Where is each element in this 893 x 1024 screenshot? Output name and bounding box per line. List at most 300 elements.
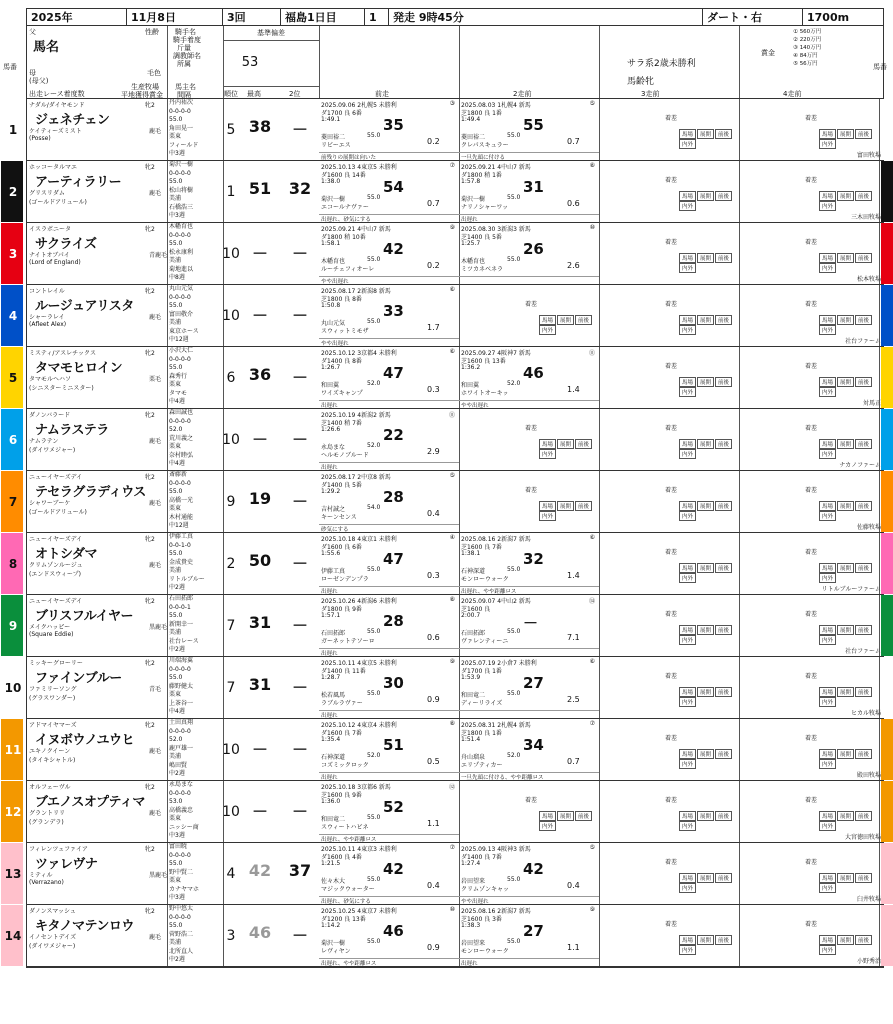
legend-item: 前後 bbox=[715, 749, 732, 759]
post-stripe-right bbox=[881, 471, 893, 532]
prev-dist: ダ1400 良 7番 bbox=[461, 854, 502, 861]
prev-rival: マジックウォーター bbox=[321, 886, 375, 893]
legend-item: 展開 bbox=[697, 253, 714, 263]
gyaku-label: 着差 bbox=[805, 735, 818, 742]
legend-item: 前後 bbox=[855, 439, 872, 449]
breeder: リトルブルーファーム bbox=[821, 586, 881, 593]
prev-finish: ⑥ bbox=[589, 534, 595, 541]
prev-date: 2025.08.03 1札幌4 新馬 bbox=[461, 102, 531, 109]
horse-number: 11 bbox=[4, 742, 22, 757]
second-score-cell bbox=[281, 781, 319, 842]
legend-item: 馬場 bbox=[679, 315, 696, 325]
sire: オルフェーヴル bbox=[29, 784, 71, 791]
prev-diff: 0.2 bbox=[427, 261, 440, 270]
prev-race-1 bbox=[319, 409, 459, 470]
table-row bbox=[8, 595, 883, 657]
prev-date: 2025.10.19 4新潟2 新馬 bbox=[321, 412, 391, 419]
sex-age: 牝2 bbox=[145, 226, 155, 233]
prev-divider bbox=[879, 223, 880, 284]
prev-finish: ⑦ bbox=[449, 162, 455, 169]
best-score-cell bbox=[239, 905, 281, 966]
prev-score: 47 bbox=[383, 364, 404, 382]
gyaku-label: 着差 bbox=[805, 673, 818, 680]
owner: ニッシー商 bbox=[169, 823, 199, 831]
track-legend bbox=[679, 501, 739, 520]
prev-time: 1:49.1 bbox=[321, 116, 341, 123]
weight: 55.0 bbox=[169, 674, 183, 681]
prev-race-1 bbox=[319, 285, 459, 346]
prev-divider bbox=[879, 905, 880, 966]
prev-rival: モンローウォーク bbox=[461, 948, 509, 955]
weight: 53.0 bbox=[169, 798, 183, 805]
prev-race-1 bbox=[319, 533, 459, 594]
prev-score: 27 bbox=[523, 922, 544, 940]
prev-time: 1:28.7 bbox=[321, 674, 341, 681]
owner: 木村通能 bbox=[169, 513, 194, 521]
prev-time: 1:55.6 bbox=[321, 550, 341, 557]
prev-time: 1:35.4 bbox=[321, 736, 341, 743]
legend-item: 内外 bbox=[819, 387, 836, 397]
breeder: 大宮徳田牧場 bbox=[844, 834, 881, 841]
sex-age: 牝2 bbox=[145, 660, 155, 667]
jockey: 丸山元気 bbox=[169, 285, 194, 292]
prev-race-3 bbox=[599, 285, 739, 346]
best-score: 31 bbox=[248, 675, 272, 694]
stable: 栗東 bbox=[169, 505, 182, 512]
gyaku-label: 着差 bbox=[665, 859, 678, 866]
prev-jockey: 菊沢一樹 bbox=[321, 940, 346, 947]
prev-finish: ⑥ bbox=[589, 658, 595, 665]
sex-age: 牝2 bbox=[145, 164, 155, 171]
legend-item: 内外 bbox=[679, 697, 696, 707]
prev-date: 2025.09.06 2札幌5 未勝利 bbox=[321, 102, 397, 109]
coat: 鹿毛 bbox=[149, 128, 162, 135]
gyaku-label: 着差 bbox=[665, 611, 678, 618]
prev-finish: ⑧ bbox=[449, 596, 455, 603]
prev-note: 出遅れ、砂気にする bbox=[319, 896, 459, 904]
weight-label: 斤量 bbox=[177, 44, 191, 52]
damsire: (ダイワメジャー) bbox=[29, 943, 76, 950]
prev-rival: クリムゾンキャッ bbox=[461, 886, 510, 893]
best-score-cell bbox=[239, 161, 281, 222]
jockey-record: 0-0-0-0 bbox=[169, 727, 191, 735]
prev-time: 1:38.1 bbox=[461, 550, 481, 557]
dam: ミティル bbox=[29, 872, 53, 879]
prev-diff: 0.3 bbox=[427, 385, 440, 394]
breeder: 対馬正 bbox=[862, 400, 881, 407]
legend-item: 展開 bbox=[697, 439, 714, 449]
damsire: (エンドスウィープ) bbox=[29, 571, 81, 578]
legend-item: 馬場 bbox=[679, 501, 696, 511]
legend-item: 馬場 bbox=[679, 377, 696, 387]
prev-rival: レヴィヤン bbox=[321, 948, 351, 955]
prev-rival: ナリノシャーワッ bbox=[461, 204, 509, 211]
damsire: (タイキシャトル) bbox=[29, 757, 76, 764]
prev-finish: ⑥ bbox=[449, 286, 455, 293]
gyaku-label: 着差 bbox=[665, 487, 678, 494]
horse-number: 12 bbox=[4, 804, 22, 819]
legend-item: 馬場 bbox=[679, 129, 696, 139]
legend-item: 馬場 bbox=[819, 501, 836, 511]
table-row bbox=[8, 409, 883, 471]
prev-time: 1:29.2 bbox=[321, 488, 341, 495]
coat: 青鹿毛 bbox=[149, 252, 168, 259]
damsire: (シニスターミニスター) bbox=[29, 385, 94, 392]
prev-race-1 bbox=[319, 843, 459, 904]
rank: 7 bbox=[226, 617, 236, 634]
prev-score: 46 bbox=[523, 364, 544, 382]
sex-age: 牝2 bbox=[145, 412, 155, 419]
prev-time: 1:57.1 bbox=[321, 612, 341, 619]
horse-number: 10 bbox=[4, 680, 22, 695]
dam: シャーラレイ bbox=[29, 314, 65, 321]
best-score: 36 bbox=[248, 365, 272, 384]
dam: シャワーブーケ bbox=[29, 500, 71, 507]
legend-item: 前後 bbox=[855, 253, 872, 263]
best-score: － bbox=[251, 306, 268, 325]
stable: 栗東 bbox=[169, 443, 182, 450]
prev-time: 1:36.2 bbox=[461, 364, 481, 371]
prev-date: 2025.09.21 4中山7 新馬 bbox=[461, 164, 531, 171]
damsire: (ゴールドアリュール) bbox=[29, 509, 87, 516]
legend-item: 馬場 bbox=[679, 563, 696, 573]
prev-finish: ④ bbox=[449, 534, 455, 541]
stable: 栗東 bbox=[169, 815, 182, 822]
prev-time: 1:38.3 bbox=[461, 922, 481, 929]
legend-item: 馬場 bbox=[819, 439, 836, 449]
legend-item: 展開 bbox=[697, 811, 714, 821]
track-legend bbox=[539, 811, 599, 830]
sire: ニューイヤーズデイ bbox=[29, 536, 83, 543]
second-score: － bbox=[291, 244, 308, 263]
legend-item: 前後 bbox=[855, 625, 872, 635]
prev-score: 28 bbox=[383, 488, 404, 506]
prev-race-1 bbox=[319, 595, 459, 656]
prev-race-3 bbox=[599, 657, 739, 718]
interval: 中12週 bbox=[169, 522, 189, 529]
prev-finish: ⑦ bbox=[449, 844, 455, 851]
second-score: － bbox=[291, 554, 308, 573]
prev-score: 32 bbox=[523, 550, 544, 568]
owner: 上茶谷一 bbox=[169, 699, 194, 707]
prev-dist: ダ1700 良 6番 bbox=[321, 110, 362, 117]
coat: 黒鹿毛 bbox=[149, 872, 168, 879]
prev-race-3 bbox=[599, 533, 739, 594]
gyaku-label: 着差 bbox=[525, 301, 538, 308]
prev-note: やや出遅れ bbox=[459, 400, 599, 408]
second-score-cell bbox=[281, 719, 319, 780]
jockey-record: 0-0-0-0 bbox=[169, 231, 191, 239]
horse-name: ファインブルー bbox=[35, 671, 122, 686]
prev-race-3 bbox=[599, 781, 739, 842]
prev-race-4 bbox=[739, 595, 879, 656]
jockey-record: 0-0-0-0 bbox=[169, 479, 191, 487]
prev-finish: ⑧ bbox=[449, 720, 455, 727]
prev-time: 1:26.7 bbox=[321, 364, 341, 371]
gyaku-label: 着差 bbox=[665, 177, 678, 184]
legend-item: 内外 bbox=[819, 201, 836, 211]
legend-item: 馬場 bbox=[819, 935, 836, 945]
second-score-cell bbox=[281, 99, 319, 160]
race-condition: 馬齢牝 bbox=[627, 77, 655, 87]
gyaku-label: 着差 bbox=[665, 115, 678, 122]
prev-jockey: 伊藤工真 bbox=[321, 568, 346, 575]
gyaku-label: 着差 bbox=[665, 735, 678, 742]
sire: ニューイヤーズデイ bbox=[29, 598, 83, 605]
track-legend bbox=[819, 687, 879, 706]
horse-name: キタノマテンロウ bbox=[35, 919, 134, 934]
jockey-label: 騎手名 bbox=[175, 28, 196, 36]
prev-race-4 bbox=[739, 657, 879, 718]
prev-diff: 0.2 bbox=[427, 137, 440, 146]
prev-race-1 bbox=[319, 719, 459, 780]
prev-note bbox=[459, 648, 599, 656]
second-score-cell bbox=[281, 161, 319, 222]
second-score: － bbox=[291, 616, 308, 635]
second-score-cell bbox=[281, 905, 319, 966]
prev-divider bbox=[879, 161, 880, 222]
trainer: 藤野健太 bbox=[169, 682, 194, 690]
prev-time: 1:14.2 bbox=[321, 922, 341, 929]
legend-item: 内外 bbox=[819, 449, 836, 459]
track-legend bbox=[819, 935, 879, 954]
prev-race-4 bbox=[739, 99, 879, 160]
prev-jockey: 松若風馬 bbox=[321, 692, 346, 699]
prev-rival: コズミックロック bbox=[321, 762, 369, 769]
legend-item: 馬場 bbox=[679, 625, 696, 635]
post-stripe-right bbox=[881, 905, 893, 966]
legend-item: 内外 bbox=[819, 325, 836, 335]
interval: 中2週 bbox=[169, 770, 185, 777]
track-legend bbox=[539, 439, 599, 458]
legend-item: 内外 bbox=[679, 511, 696, 521]
prev-diff: 2.9 bbox=[427, 447, 440, 456]
prev-note: 出遅れ bbox=[319, 710, 459, 718]
jockey-cell bbox=[167, 719, 223, 780]
prev-note: 出遅れ bbox=[319, 462, 459, 470]
prev-diff: 7.1 bbox=[567, 633, 580, 642]
prev-time: 1:49.4 bbox=[461, 116, 481, 123]
weight: 55.0 bbox=[169, 178, 183, 185]
legend-item: 馬場 bbox=[819, 625, 836, 635]
legend-item: 展開 bbox=[837, 873, 854, 883]
jockey: 斎藤新 bbox=[169, 471, 188, 478]
prev-divider bbox=[879, 533, 880, 594]
horse-name: タマモヒロイン bbox=[35, 361, 123, 376]
prev-time: 1:51.4 bbox=[461, 736, 481, 743]
dam: ユキノクイーン bbox=[29, 748, 71, 755]
damsire: (Square Eddie) bbox=[29, 631, 74, 638]
second-score-cell bbox=[281, 533, 319, 594]
second-score-cell bbox=[281, 223, 319, 284]
prev-race-3 bbox=[599, 99, 739, 160]
breeder: 社台ファーム bbox=[845, 338, 881, 345]
jockey-record: 0-0-1-0 bbox=[169, 541, 191, 549]
legend-item: 内外 bbox=[679, 139, 696, 149]
coat-label: 毛色 bbox=[147, 69, 161, 77]
prev-race-1 bbox=[319, 161, 459, 222]
prev-race-2 bbox=[459, 223, 599, 284]
interval-label: 間隔 bbox=[177, 91, 191, 99]
prev-diff: 1.4 bbox=[567, 385, 580, 394]
prev-jockey: 永島まな bbox=[321, 444, 346, 451]
prev3-label: 3走前 bbox=[641, 90, 660, 98]
track-legend bbox=[819, 749, 879, 768]
legend-item: 前後 bbox=[715, 625, 732, 635]
prev-finish: ⑫ bbox=[448, 784, 455, 791]
legend-item: 内外 bbox=[679, 759, 696, 769]
legend-item: 展開 bbox=[837, 439, 854, 449]
prev-rival: ワイズキャンプ bbox=[321, 390, 363, 397]
gyaku-label: 着差 bbox=[665, 363, 678, 370]
prev-race-4 bbox=[739, 347, 879, 408]
prev-dist: 芝1800 良 1番 bbox=[461, 730, 502, 737]
legend-item: 内外 bbox=[539, 821, 556, 831]
prev-divider bbox=[879, 285, 880, 346]
prev-weight: 55.0 bbox=[507, 132, 521, 139]
owner: 石橋浩三 bbox=[169, 203, 194, 211]
track-legend bbox=[819, 873, 879, 892]
prev-dist: 芝1800 良 1番 bbox=[461, 110, 502, 117]
prev-divider bbox=[879, 471, 880, 532]
best-score: － bbox=[251, 740, 268, 759]
gyaku-label: 着差 bbox=[805, 425, 818, 432]
coat: 鹿毛 bbox=[149, 562, 162, 569]
stable: 美浦 bbox=[169, 629, 182, 636]
owner: 北所直人 bbox=[169, 947, 194, 955]
prize-label: 賞金 bbox=[761, 49, 775, 57]
gyaku-label: 着差 bbox=[805, 115, 818, 122]
prev-jockey: 菊沢一樹 bbox=[321, 196, 346, 203]
post-stripe-right bbox=[881, 595, 893, 656]
track-legend bbox=[819, 811, 879, 830]
prev-race-4 bbox=[739, 905, 879, 966]
prev-note: 出遅れ bbox=[319, 586, 459, 594]
breeder: ナカノファーム bbox=[839, 462, 881, 469]
post-stripe-right bbox=[881, 99, 893, 160]
gyaku-label: 着差 bbox=[665, 301, 678, 308]
legend-item: 馬場 bbox=[539, 811, 556, 821]
sex-age: 牝2 bbox=[145, 288, 155, 295]
legend-item: 展開 bbox=[697, 873, 714, 883]
trainer: 高橋義忠 bbox=[169, 806, 194, 814]
dam: グラントリリ bbox=[29, 810, 66, 817]
prev-score: － bbox=[523, 614, 539, 632]
prev-jockey: 菊沢一樹 bbox=[461, 196, 486, 203]
prev-diff: 0.7 bbox=[567, 137, 580, 146]
prev-score: 28 bbox=[383, 612, 404, 630]
prize-2: 220万円 bbox=[799, 37, 822, 43]
prev-divider bbox=[879, 347, 880, 408]
jockey-record: 0-0-0-0 bbox=[169, 851, 191, 859]
prev-dist: ダ1200 良 13番 bbox=[321, 916, 366, 923]
jockey: 伊藤工真 bbox=[169, 533, 194, 540]
gyaku-label: 着差 bbox=[665, 921, 678, 928]
prev-divider bbox=[879, 843, 880, 904]
track-legend bbox=[679, 191, 739, 210]
prev-dist: ダ1700 良 1番 bbox=[461, 668, 502, 675]
prev-note: 砂気にする bbox=[319, 524, 459, 532]
coat: 栗毛 bbox=[149, 376, 162, 383]
legend-item: 馬場 bbox=[679, 935, 696, 945]
interval: 中4週 bbox=[169, 708, 185, 715]
base-dev-label: 基準偏差 bbox=[223, 26, 319, 41]
table-row bbox=[8, 223, 883, 285]
second-label: 2位 bbox=[289, 90, 301, 98]
prev-rival: クレパスキュラー bbox=[461, 142, 509, 149]
prev-finish: ⑥ bbox=[449, 348, 455, 355]
prev-diff: 0.6 bbox=[567, 199, 580, 208]
prev-jockey: 和田竜二 bbox=[461, 692, 486, 699]
horse-name: ブエノスオプティマ bbox=[35, 795, 145, 810]
jockey-cell bbox=[167, 533, 223, 594]
record-label: 出走レース着度数 bbox=[29, 90, 85, 98]
prev-race-4 bbox=[739, 719, 879, 780]
prev-time: 1:21.5 bbox=[321, 860, 341, 867]
prev-weight: 55.0 bbox=[507, 194, 521, 201]
prev-weight: 54.0 bbox=[367, 504, 381, 511]
kai: 3回 bbox=[223, 9, 281, 25]
horse-number: 8 bbox=[8, 556, 18, 571]
jockey-cell bbox=[167, 285, 223, 346]
legend-item: 馬場 bbox=[819, 191, 836, 201]
prev-diff: 0.5 bbox=[427, 757, 440, 766]
trainer: 松永康利 bbox=[169, 248, 194, 256]
prev-weight: 52.0 bbox=[367, 442, 381, 449]
prev-score: 30 bbox=[383, 674, 404, 692]
post-stripe-right bbox=[881, 409, 893, 470]
prev-race-2 bbox=[459, 409, 599, 470]
coat: 鹿毛 bbox=[149, 934, 162, 941]
prev-finish: ⑩ bbox=[589, 224, 595, 231]
weight: 55.0 bbox=[169, 922, 183, 929]
gyaku-label: 着差 bbox=[805, 921, 818, 928]
table-row bbox=[8, 471, 883, 533]
prev-finish: ⑩ bbox=[449, 906, 455, 913]
prev-note: 出遅れ、砂気にする bbox=[319, 214, 459, 222]
legend-item: 内外 bbox=[679, 945, 696, 955]
sire: アドマイヤマーズ bbox=[29, 722, 77, 729]
rank: 7 bbox=[226, 679, 236, 696]
best-score: 38 bbox=[248, 117, 272, 136]
jockey-cell bbox=[167, 99, 223, 160]
legend-item: 前後 bbox=[855, 129, 872, 139]
prev4-label: 4走前 bbox=[783, 90, 802, 98]
stable-label: 所属 bbox=[177, 60, 191, 68]
legend-item: 前後 bbox=[715, 811, 732, 821]
sire: コントレイル bbox=[29, 288, 65, 295]
breeder: 佐藤牧場 bbox=[856, 524, 881, 531]
prev-note: 出遅れ、やや距離ロス bbox=[319, 958, 459, 966]
legend-item: 前後 bbox=[715, 315, 732, 325]
second-score: － bbox=[291, 492, 308, 511]
prev-race-2 bbox=[459, 781, 599, 842]
prev-time: 1:53.9 bbox=[461, 674, 481, 681]
best-score: － bbox=[251, 244, 268, 263]
sire: ニューイヤーズデイ bbox=[29, 474, 83, 481]
best-score: － bbox=[251, 802, 268, 821]
rank: 10 bbox=[222, 741, 240, 758]
weight: 55.0 bbox=[169, 550, 183, 557]
jockey-cell bbox=[167, 843, 223, 904]
prev-note: 出遅れ bbox=[319, 772, 459, 780]
jockey: 小沢大仁 bbox=[169, 347, 194, 354]
prev-jockey: 丸山元気 bbox=[321, 320, 346, 327]
prev-weight: 52.0 bbox=[367, 752, 381, 759]
prize-1: 560万円 bbox=[799, 29, 822, 35]
bango-label-right: 馬番 bbox=[873, 63, 887, 71]
prev-finish: ⑭ bbox=[588, 598, 595, 605]
